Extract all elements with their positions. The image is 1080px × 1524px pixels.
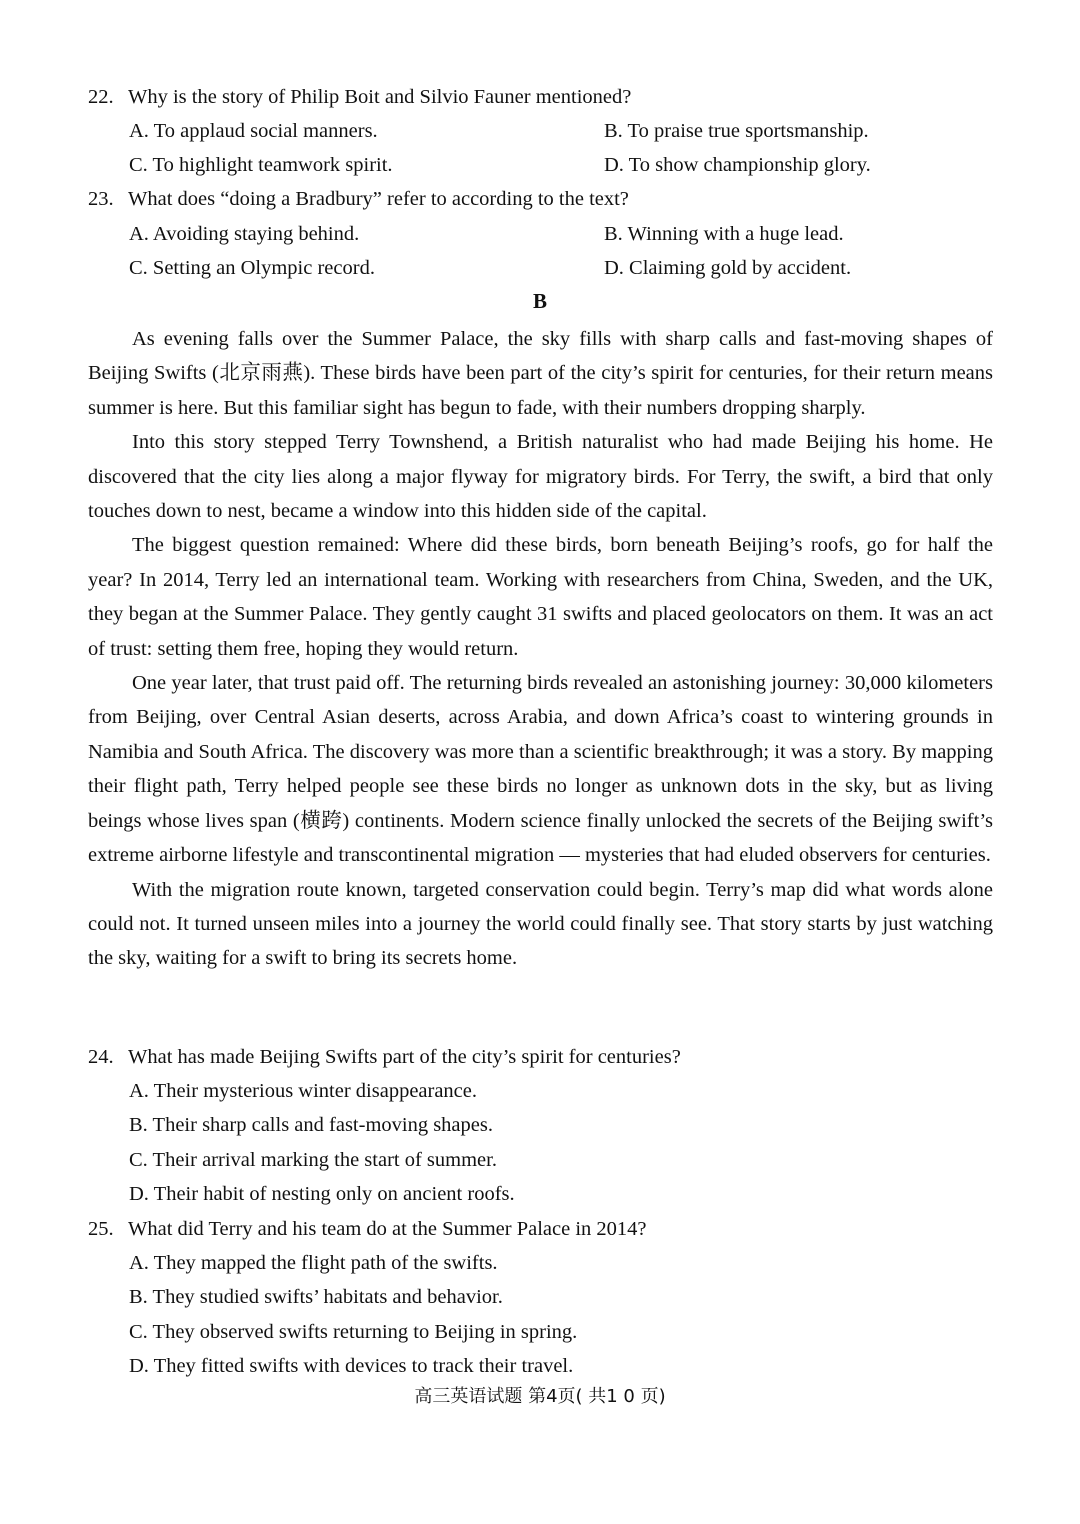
reading-passage [88, 322, 993, 976]
question-25 [88, 1216, 998, 1242]
passage-paragraph: One year later, that trust paid off. The returning birds revealed an astonishing journey: 30,000 kilometers from Beijing, over Central Asian deserts, across Arabia, and down Africa’s coast to wintering grounds in Namibia and South Africa. The discovery was more than a scientific breakthrough; it was a story. By mapping their flight path, Terry helped people see these birds no longer as unknown dots in the sky, but as living beings whose lives span (横跨) continents. Modern science finally unlocked the secrets of the Beijing swift’s extreme airborne lifestyle and transcontinental migration — mysteries that had eluded observers for centuries. [88, 672, 993, 867]
question-number: 24. [88, 1046, 114, 1068]
question-stem: What has made Beijing Swifts part of the city’s spirit for centuries? [128, 1046, 681, 1068]
passage-paragraph: The biggest question remained: Where did these birds, born beneath Beijing’s roofs, go for half the year? In 2014, Terry led an international team. Working with researchers from China, Sweden, and the UK, they began at the Summer Palace. They gently caught 31 swifts and placed geolocators on them. It was an act of trust: setting them free, hoping they would return. [88, 534, 993, 660]
question-stem: What does “doing a Bradbury” refer to according to the text? [128, 188, 629, 210]
q25-option-c: C. They observed swifts returning to Beijing in spring. [129, 1321, 578, 1343]
q23-option-a: A. Avoiding staying behind. [129, 223, 360, 245]
page-footer: 高三英语试题 第4页( 共1 0 页) [414, 1386, 666, 1407]
q24-option-c: C. Their arrival marking the start of summer. [129, 1149, 497, 1171]
question-23 [88, 186, 998, 212]
question-stem: What did Terry and his team do at the Summer Palace in 2014? [128, 1218, 647, 1240]
q24-option-b: B. Their sharp calls and fast-moving shapes. [129, 1114, 493, 1136]
question-number: 22. [88, 86, 114, 108]
q24-option-d: D. Their habit of nesting only on ancient roofs. [129, 1183, 515, 1205]
q22-option-d: D. To show championship glory. [604, 154, 871, 176]
passage-paragraph: As evening falls over the Summer Palace, the sky fills with sharp calls and fast-moving shapes of Beijing Swifts (北京雨燕). These birds have been part of the city’s spirit for centuries, for their return means summer is here. But this familiar sight has begun to fade, with their numbers dropping sharply. [88, 328, 993, 419]
question-24 [88, 1044, 998, 1070]
q23-option-c: C. Setting an Olympic record. [129, 257, 375, 279]
q23-option-b: B. Winning with a huge lead. [604, 223, 844, 245]
passage-paragraph: Into this story stepped Terry Townshend, a British naturalist who had made Beijing his home. He discovered that the city lies along a major flyway for migratory birds. For Terry, the swift, a bird that only touches down to nest, became a window into this hidden side of the capital. [88, 431, 993, 523]
q23-option-d: D. Claiming gold by accident. [604, 257, 852, 279]
question-number: 23. [88, 188, 114, 210]
passage-paragraph: With the migration route known, targeted conservation could begin. Terry’s map did what words alone could not. It turned unseen miles into a journey the world could finally see. That story starts by just watching the sky, waiting for a swift to bring its secrets home. [88, 878, 993, 970]
q25-option-a: A. They mapped the flight path of the swifts. [129, 1252, 498, 1274]
q25-option-d: D. They fitted swifts with devices to track their travel. [129, 1355, 574, 1377]
question-stem: Why is the story of Philip Boit and Silvio Fauner mentioned? [128, 86, 632, 108]
q22-option-c: C. To highlight teamwork spirit. [129, 154, 393, 176]
q25-option-b: B. They studied swifts’ habitats and behavior. [129, 1286, 503, 1308]
section-title: B [532, 289, 547, 313]
q22-option-a: A. To applaud social manners. [129, 120, 378, 142]
q22-option-b: B. To praise true sportsmanship. [604, 120, 869, 142]
question-22 [88, 84, 998, 110]
q24-option-a: A. Their mysterious winter disappearance. [129, 1080, 478, 1102]
question-number: 25. [88, 1218, 114, 1240]
